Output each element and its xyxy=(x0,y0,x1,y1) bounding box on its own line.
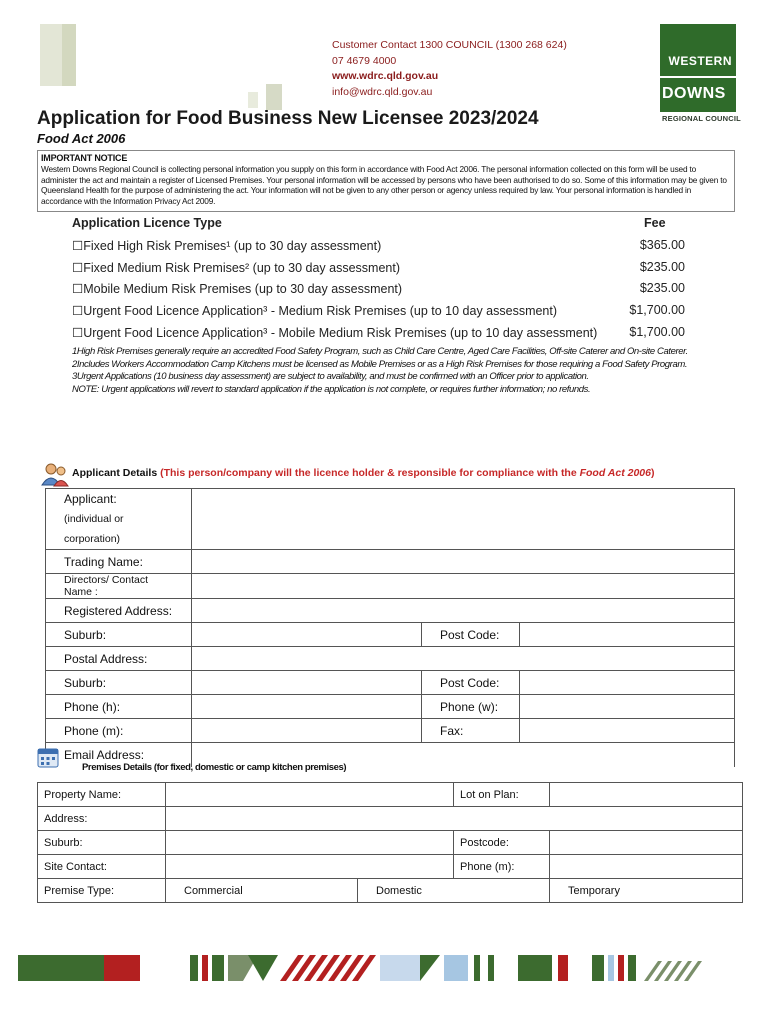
phone-m-input[interactable] xyxy=(192,719,422,743)
premises-table xyxy=(37,782,743,903)
page-subtitle: Food Act 2006 xyxy=(37,131,126,146)
prem-postcode-label: Postcode: xyxy=(454,831,550,855)
postal-suburb-input[interactable] xyxy=(192,671,422,695)
postal-postcode-input[interactable] xyxy=(520,671,735,695)
page-title: Application for Food Business New Licensee 2023/2024 xyxy=(37,108,539,129)
footnote: 3Urgent Applications (10 business day assessment) are subject to availability, and must be confirmed with an Officer prior to application. xyxy=(72,371,589,382)
property-name-input[interactable] xyxy=(166,783,454,807)
registered-address-input[interactable] xyxy=(192,599,735,623)
premises-section-title: Premises Details (for fixed, domestic or camp kitchen premises) xyxy=(82,762,347,773)
footnote: 1High Risk Premises generally require an accredited Food Safety Program, such as Child Care Centre, Aged Care Facilities, Off-site Caterer and On-site Caterer. xyxy=(72,346,688,357)
applicant-heading: Applicant Details xyxy=(72,467,158,479)
prem-suburb-label: Suburb: xyxy=(38,831,166,855)
lot-on-plan-label: Lot on Plan: xyxy=(454,783,550,807)
registered-address-label: Registered Address: xyxy=(46,599,192,623)
contact-email[interactable]: info@wdrc.qld.gov.au xyxy=(332,85,433,98)
notice-heading: IMPORTANT NOTICE xyxy=(41,153,128,163)
fax-input[interactable] xyxy=(520,719,735,743)
postal-address-label: Postal Address: xyxy=(46,647,192,671)
premise-type-temporary[interactable]: Temporary xyxy=(550,879,743,903)
licence-type-header: Application Licence Type xyxy=(72,216,222,230)
reg-postcode-input[interactable] xyxy=(520,623,735,647)
applicant-section-title xyxy=(72,467,655,479)
postal-suburb-label: Suburb: xyxy=(46,671,192,695)
footer-decoration xyxy=(18,955,718,981)
licence-footnotes xyxy=(72,346,712,396)
prem-phone-label: Phone (m): xyxy=(454,855,550,879)
footnote: 2Includes Workers Accommodation Camp Kitchens must be licensed as Mobile Premises or as a High Risk Premises for those requiring a Food Safety Program. xyxy=(72,358,688,370)
contact-block xyxy=(332,38,567,100)
phone-w-label: Phone (w): xyxy=(422,695,520,719)
email-label: Email Address: xyxy=(46,743,192,767)
trading-name-label: Trading Name: xyxy=(46,550,192,574)
logo-regional-council: REGIONAL COUNCIL xyxy=(662,114,741,123)
applicant-label: Applicant: xyxy=(64,492,117,506)
fee-header: Fee xyxy=(644,216,666,230)
prem-postcode-input[interactable] xyxy=(550,831,743,855)
header-decoration xyxy=(40,24,62,86)
trading-name-input[interactable] xyxy=(192,550,735,574)
people-icon xyxy=(40,461,70,487)
premise-type-domestic[interactable]: Domestic xyxy=(358,879,550,903)
prem-suburb-input[interactable] xyxy=(166,831,454,855)
applicant-label-cell xyxy=(46,489,192,550)
footnote: NOTE: Urgent applications will revert to standard application if the application is not complete, or requires further information; no refunds. xyxy=(72,383,591,395)
postal-address-input[interactable] xyxy=(192,647,735,671)
reg-suburb-label: Suburb: xyxy=(46,623,192,647)
phone-w-input[interactable] xyxy=(520,695,735,719)
property-name-label: Property Name: xyxy=(38,783,166,807)
phone-h-label: Phone (h): xyxy=(46,695,192,719)
licence-fee: $1,700.00 xyxy=(629,303,685,317)
premise-type-label: Premise Type: xyxy=(38,879,166,903)
licence-fee: $1,700.00 xyxy=(629,325,685,339)
header-decoration xyxy=(266,84,282,110)
applicant-table xyxy=(45,488,735,767)
premise-type-commercial[interactable]: Commercial xyxy=(166,879,358,903)
licence-option-mobile-medium[interactable]: ☐Mobile Medium Risk Premises (up to 30 day assessment) xyxy=(72,282,403,296)
licence-option-fixed-high[interactable]: ☐Fixed High Risk Premises¹ (up to 30 day assessment) xyxy=(72,239,382,253)
licence-option-urgent-mobile[interactable]: ☐Urgent Food Licence Application³ - Mobile Medium Risk Premises (up to 10 day assessment) xyxy=(72,326,598,340)
site-contact-label: Site Contact: xyxy=(38,855,166,879)
prem-address-label: Address: xyxy=(38,807,166,831)
header-decoration xyxy=(62,24,76,86)
directors-label: Directors/ Contact Name : xyxy=(46,574,192,599)
licence-fee: $365.00 xyxy=(639,238,685,252)
important-notice xyxy=(37,150,735,212)
reg-postcode-label: Post Code: xyxy=(422,623,520,647)
site-contact-input[interactable] xyxy=(166,855,454,879)
notice-body: Western Downs Regional Council is collecting personal information you supply on this form in accordance with Food Act 2006. The personal information collected on this form will be used to administer the act and maintain a register of Licensed Premises. Your personal information will be accessed by persons who have been authorised to do so. Some of this information may be given to Queensland Health for the purpose of administering the act. Your information will not be given to any other person or agency unless required by law. Your personal information is handled in accordance with the Information Privacy Act 2009. xyxy=(41,163,727,207)
phone-m-label: Phone (m): xyxy=(46,719,192,743)
phone-h-input[interactable] xyxy=(192,695,422,719)
applicant-input[interactable] xyxy=(192,489,735,550)
reg-suburb-input[interactable] xyxy=(192,623,422,647)
calendar-icon xyxy=(37,746,59,768)
logo-downs: DOWNS xyxy=(662,85,726,102)
prem-address-input[interactable] xyxy=(166,807,743,831)
licence-fee: $235.00 xyxy=(639,281,685,295)
logo-western: WESTERN xyxy=(668,54,732,68)
contact-phone-alt: 07 4679 4000 xyxy=(332,54,397,67)
lot-on-plan-input[interactable] xyxy=(550,783,743,807)
postal-postcode-label: Post Code: xyxy=(422,671,520,695)
applicant-heading-note: (This person/company will the licence holder & responsible for compliance with the Food Act 2006) xyxy=(160,467,655,479)
applicant-sublabel: (individual or corporation) xyxy=(64,513,124,545)
licence-fee: $235.00 xyxy=(639,260,685,274)
header-decoration xyxy=(248,92,258,108)
fax-label: Fax: xyxy=(422,719,520,743)
contact-phone-line: Customer Contact 1300 COUNCIL (1300 268 624) xyxy=(332,39,567,51)
council-logo xyxy=(660,24,741,124)
prem-phone-input[interactable] xyxy=(550,855,743,879)
contact-website[interactable]: www.wdrc.qld.gov.au xyxy=(332,70,439,82)
licence-option-fixed-medium[interactable]: ☐Fixed Medium Risk Premises² (up to 30 day assessment) xyxy=(72,261,400,275)
licence-option-urgent-medium[interactable]: ☐Urgent Food Licence Application³ - Medium Risk Premises (up to 10 day assessment) xyxy=(72,304,558,318)
directors-input[interactable] xyxy=(192,574,735,599)
